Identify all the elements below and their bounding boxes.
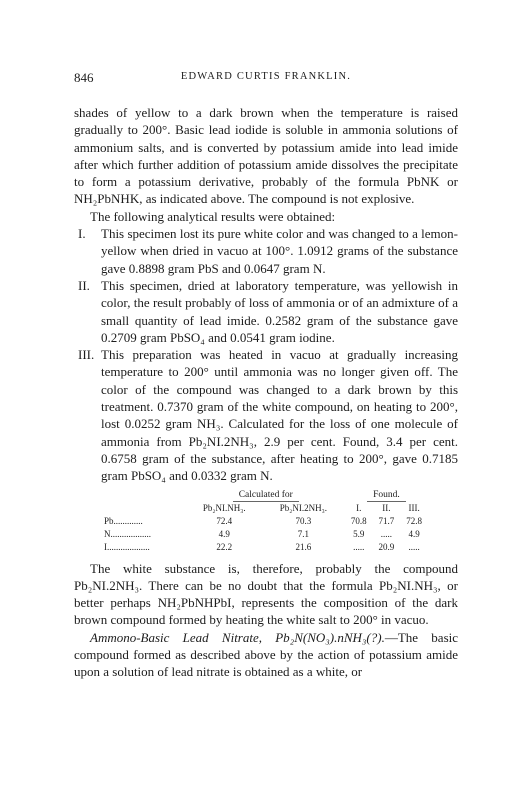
table-cell: 20.9 (378, 541, 395, 552)
row-label: Pb............. (104, 515, 143, 526)
table-row (104, 541, 428, 554)
found-heading: Found. (367, 490, 406, 502)
list-item (74, 277, 458, 346)
table-cell: 71.7 (378, 515, 395, 526)
column-header: II. (382, 502, 391, 513)
item-text: This preparation was heated in vacuo at gradually increasing temperature to 200° until ammonia was no longer given off. The color of the compound was changed to a dark brown by this treatment. 0.7370 gram of the white compound, on heating to 200°, lost 0.0252 gram NH₃. Calculated for the loss of one molecule of ammonia from Pb₂NI.2NH₃, 2.9 per cent. Found, 3.4 per cent. 0.6758 gram of the substance, after heating to 200°, gave 0.7185 gram PbSO₄ and 0.0332 gram N. (101, 347, 458, 484)
section-text: —The basic compound formed as described above by the action of potassium amide upon a solution of lead nitrate is obtained as a white, or (74, 629, 459, 680)
table-cell: 4.9 (218, 528, 230, 539)
table-header-row (104, 502, 428, 515)
item-numeral: I. (78, 226, 86, 242)
table-row (104, 515, 428, 528)
table-cell: 72.8 (406, 515, 422, 526)
list-item (74, 346, 458, 484)
paragraph: The white substance is, therefore, probably the compound Pb₂NI.2NH₃. There can be no doubt that the formula Pb₂NI.NH₃, or better perhaps NH₂PbNHPbI, represents the composition of the dark brown compound formed by heating the white salt to 200° in vacuo. (74, 560, 458, 628)
table-cell: 70.8 (350, 515, 367, 526)
item-text: This specimen, dried at laboratory temperature, was yellowish in color, the result probably of loss of ammonia or of an admixture of a small quantity of lead imide. 0.2582 gram of the substance gave 0.2709 gram PbSO₄ and 0.0541 gram iodine. (101, 277, 458, 345)
column-header: Pb₂NI.NH₃. (202, 502, 246, 513)
table-cell: 70.3 (295, 515, 312, 526)
row-label: N.................. (104, 528, 151, 539)
item-numeral: II. (78, 277, 90, 293)
table-cell: 4.9 (408, 528, 420, 539)
section-heading: Ammono-Basic Lead Nitrate, Pb₂N(NO₃).nNH₃(?). (90, 629, 385, 645)
row-label: I................... (104, 541, 150, 552)
column-header: III. (408, 502, 420, 513)
table-cell: ..... (353, 541, 365, 552)
table-row (104, 528, 428, 541)
section-paragraph (74, 629, 458, 681)
item-numeral: III. (78, 347, 95, 363)
paragraph: shades of yellow to a dark brown when the temperature is raised gradually to 200°. Basic lead iodide is soluble in ammonia solutions of ammonium salts, and is converted by potassium amide into lead imide after which further addition of potassium amide dissolves the precipitate to form a potassium derivative, probably of the formula PbNK or NH₂PbNHK, as indicated above. The compound is not explosive. (74, 105, 458, 207)
results-table (74, 489, 458, 554)
paragraph: The following analytical results were obtained: (90, 208, 336, 224)
table-cell: 7.1 (297, 528, 309, 539)
column-header: I. (356, 502, 362, 513)
table-cell: ..... (380, 528, 393, 539)
item-text: This specimen lost its pure white color and was changed to a lemon-yellow when dried in vacuo at 100°. 1.0912 grams of the substance gave 0.8898 gram PbS and 0.0647 gram N. (101, 226, 458, 276)
list-item (74, 225, 458, 277)
table-cell: 21.6 (295, 541, 312, 552)
column-header: Pb₂NI.2NH₃. (279, 502, 327, 513)
page-header (74, 70, 458, 86)
result-list (74, 225, 458, 484)
table-cell: 22.2 (216, 541, 233, 552)
calculated-heading: Calculated for (233, 490, 299, 502)
table-cell: 72.4 (216, 515, 233, 526)
page-number: 846 (74, 70, 94, 85)
running-head: EDWARD CURTIS FRANKLIN. (180, 71, 352, 82)
table-cell: 5.9 (353, 528, 365, 539)
table-cell: ..... (408, 541, 420, 552)
page-body (74, 104, 458, 681)
